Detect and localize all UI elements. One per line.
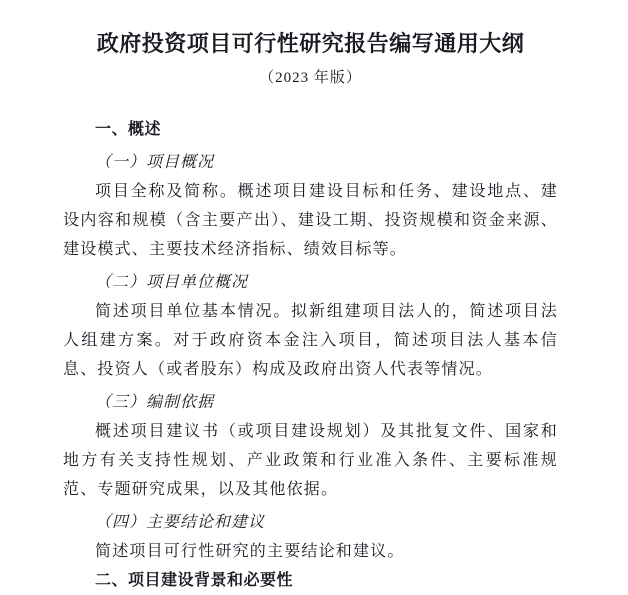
paragraph-1-3: 概述项目建议书（或项目建设规划）及其批复文件、国家和地方有关支持性规划、产业政策和行业准入条件、主要标准规范、专题研究成果，以及其他依据。	[63, 423, 558, 498]
document-title: 政府投资项目可行性研究报告编写通用大纲	[96, 31, 525, 56]
subsection-heading-1-4: （四）主要结论和建议	[95, 514, 266, 531]
paragraph-1-1: 项目全称及简称。概述项目建设目标和任务、建设地点、建设内容和规模（含主要产出）、建设工期、投资规模和资金来源、建设模式、主要技术经济指标、绩效目标等。	[63, 183, 558, 258]
paragraph-1-4: 简述项目可行性研究的主要结论和建议。	[95, 543, 405, 560]
subsection-heading-1-3: （三）编制依据	[95, 394, 215, 411]
section-heading-2: 二、项目建设背景和必要性	[95, 572, 294, 589]
section-heading-1: 一、概述	[95, 121, 162, 138]
subsection-heading-1-1: （一）项目概况	[95, 154, 215, 171]
subsection-heading-1-2: （二）项目单位概况	[95, 274, 249, 291]
document-subtitle: （2023 年版）	[259, 70, 362, 86]
paragraph-1-2: 简述项目单位基本情况。拟新组建项目法人的，简述项目法人组建方案。对于政府资本金注入项目，简述项目法人基本信息、投资人（或者股东）构成及政府出资人代表等情况。	[63, 303, 558, 378]
document-body	[63, 115, 558, 595]
